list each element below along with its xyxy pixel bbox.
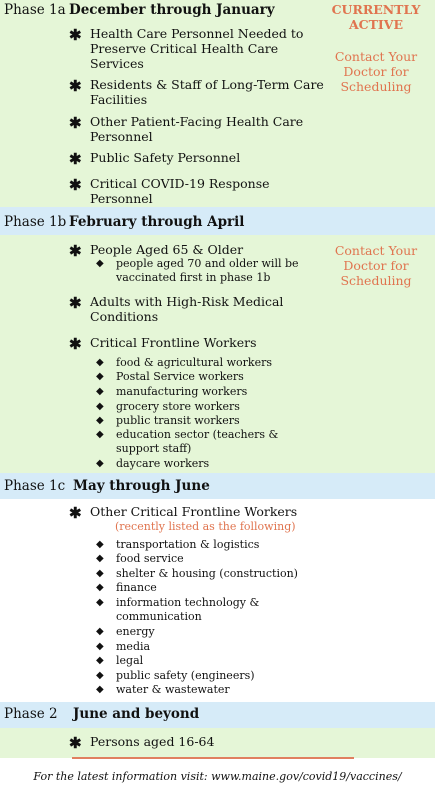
phase-1a-header bbox=[4, 2, 275, 18]
list-item: ✱ Public Safety Personnel bbox=[69, 150, 241, 168]
list-item: ✱ People Aged 65 & Older bbox=[69, 242, 244, 260]
sub-list-item: ◆ information technology & communication bbox=[96, 596, 260, 623]
phase-2-dates: June and beyond bbox=[73, 706, 200, 722]
diamond-icon: ◆ bbox=[96, 371, 104, 382]
diamond-icon: ◆ bbox=[96, 415, 104, 426]
phase-2-header bbox=[4, 706, 200, 722]
asterisk-icon: ✱ bbox=[69, 242, 82, 260]
list-item: ✱ Other Patient-Facing Health Care Personnel bbox=[69, 114, 304, 144]
sub-list-item: ◆ education sector (teachers & support staff) bbox=[96, 428, 279, 455]
asterisk-icon: ✱ bbox=[69, 77, 82, 95]
phase-1c-note: (recently listed as the following) bbox=[115, 520, 296, 533]
diamond-icon: ◆ bbox=[96, 670, 104, 681]
phase-1c-header bbox=[4, 478, 210, 494]
sub-list-item: ◆ daycare workers bbox=[96, 457, 210, 470]
sub-list-item: ◆ transportation & logistics bbox=[96, 538, 260, 551]
diamond-icon: ◆ bbox=[96, 553, 104, 564]
phase-1c-label: Phase 1c bbox=[4, 478, 66, 494]
diamond-icon: ◆ bbox=[96, 582, 104, 593]
asterisk-icon: ✱ bbox=[69, 335, 82, 353]
asterisk-icon: ✱ bbox=[69, 294, 82, 312]
diamond-icon: ◆ bbox=[96, 401, 104, 412]
sub-list-item: ◆ Postal Service workers bbox=[96, 370, 244, 383]
diamond-icon: ◆ bbox=[96, 458, 104, 469]
diamond-icon: ◆ bbox=[96, 655, 104, 666]
sub-list-item: ◆ people aged 70 and older will be vaccinated first in phase 1b bbox=[96, 257, 299, 284]
phase-1b-dates: February through April bbox=[69, 214, 245, 230]
sub-list-item: ◆ public transit workers bbox=[96, 414, 240, 427]
sub-list-item: ◆ energy bbox=[96, 625, 155, 638]
phase-1c-header-bar bbox=[0, 473, 435, 499]
diamond-icon: ◆ bbox=[96, 626, 104, 637]
sub-list-item: ◆ media bbox=[96, 640, 151, 653]
diamond-icon: ◆ bbox=[96, 258, 104, 269]
diamond-icon: ◆ bbox=[96, 429, 104, 440]
asterisk-icon: ✱ bbox=[69, 26, 82, 44]
list-item: ✱ Persons aged 16-64 bbox=[69, 734, 215, 752]
diamond-icon: ◆ bbox=[96, 357, 104, 368]
phase-1b-contact-note: Contact Your Doctor for Scheduling bbox=[334, 243, 418, 288]
sub-list-item: ◆ grocery store workers bbox=[96, 400, 240, 413]
phase-1a-dates: December through January bbox=[69, 2, 275, 18]
sub-list-item: ◆ finance bbox=[96, 581, 157, 594]
diamond-icon: ◆ bbox=[96, 597, 104, 608]
sub-list-item: ◆ manufacturing workers bbox=[96, 385, 248, 398]
phase-1b-label: Phase 1b bbox=[4, 214, 67, 230]
phase-2-header-bar bbox=[0, 702, 435, 728]
footer-text: For the latest information visit: www.maine.gov/covid19/vaccines/ bbox=[33, 770, 402, 783]
list-item: ✱ Other Critical Frontline Workers bbox=[69, 504, 298, 522]
sub-list-item: ◆ food service bbox=[96, 552, 184, 565]
phase-1a-label: Phase 1a bbox=[4, 2, 66, 18]
diamond-icon: ◆ bbox=[96, 386, 104, 397]
list-item: ✱ Critical Frontline Workers bbox=[69, 335, 257, 353]
phase-1c-dates: May through June bbox=[73, 478, 210, 494]
phase-2-label: Phase 2 bbox=[4, 706, 58, 722]
asterisk-icon: ✱ bbox=[69, 734, 82, 752]
sub-list-item: ◆ legal bbox=[96, 654, 144, 667]
phase-1a-contact-note: Contact Your Doctor for Scheduling bbox=[334, 49, 418, 94]
list-item: ✱ Critical COVID-19 Response Personnel bbox=[69, 176, 270, 206]
asterisk-icon: ✱ bbox=[69, 176, 82, 194]
sub-list-item: ◆ public safety (engineers) bbox=[96, 669, 255, 682]
status-badge: CURRENTLY ACTIVE bbox=[331, 2, 421, 32]
diamond-icon: ◆ bbox=[96, 684, 104, 695]
list-item: ✱ Adults with High-Risk Medical Conditions bbox=[69, 294, 284, 324]
diamond-icon: ◆ bbox=[96, 539, 104, 550]
list-item: ✱ Residents & Staff of Long-Term Care Facilities bbox=[69, 77, 324, 107]
asterisk-icon: ✱ bbox=[69, 150, 82, 168]
sub-list-item: ◆ water & wastewater bbox=[96, 683, 230, 696]
phase-1b-header bbox=[4, 214, 245, 230]
diamond-icon: ◆ bbox=[96, 568, 104, 579]
asterisk-icon: ✱ bbox=[69, 114, 82, 132]
diamond-icon: ◆ bbox=[96, 641, 104, 652]
divider bbox=[72, 757, 354, 759]
sub-list-item: ◆ food & agricultural workers bbox=[96, 356, 272, 369]
asterisk-icon: ✱ bbox=[69, 504, 82, 522]
sub-list-item: ◆ shelter & housing (construction) bbox=[96, 567, 298, 580]
list-item: ✱ Health Care Personnel Needed to Preserve Critical Health Care Services bbox=[69, 26, 304, 71]
